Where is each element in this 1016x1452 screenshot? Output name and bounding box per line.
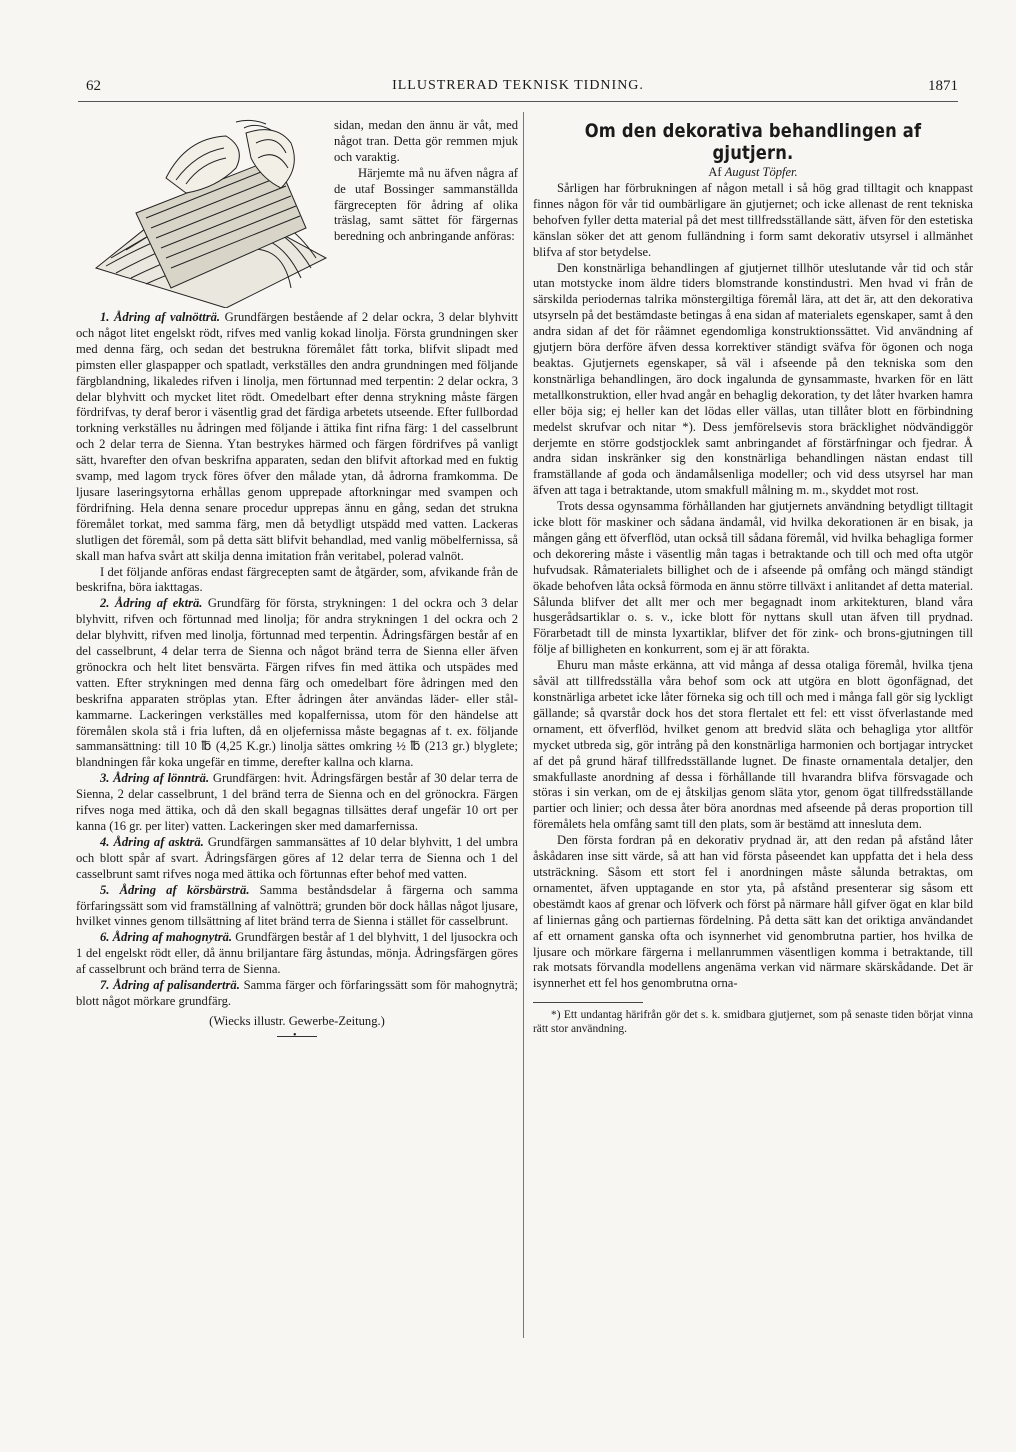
recipe-paragraph	[76, 835, 518, 883]
article-paragraph: Ehuru man måste erkänna, att vid många af dessa otaliga föremål, hvilka tjena såväl att tillfredsställa våra behof som ock att utgöra en blott ögonfägnad, det konstnärliga arbetet icke låter förneka sig och till och med i många fall gör sig lyckligt gällande; så qvarstår dock hos det stora flertalet ett fel: ett visst öfverlastande med ornament, ett öfverflöd, hvilket genom att bredvid släta och behagliga ytor alltför mycket utbreda sig, gör intrång på den konstnärliga harmonien och bortjagar intrycket af det på grund häraf tillfredsställande lugnet. De finaste ornamentala detaljer, den smakfullaste anordning af dessa i förhållande till hvarandra blifva försvagade och störas i sin verkan, om de ej åtskiljas genom släta ytor, genom ögat tillfredsställande partier och linier; och dessa åter böra anordnas med afseende på deras proportion till föremålets hela omfång samt till den plats, som är bestämd att innesluta dem.	[533, 658, 973, 832]
recipe-text: I det följande anföras endast färgrecepten samt de åtgärder, som, afvikande från de beskrifna, böra iakttagas.	[76, 564, 518, 595]
recipe-text: Samma beståndsdelar å färgerna och samma förfaringssätt som vid framställning af valnötträ; grunden bör dock hållas något ljusare, hvilket vinnes genom tillsättning af litet bränd terra de Sienna i stället för casselbrunt.	[76, 882, 518, 929]
article-paragraph: Sårligen har förbrukningen af någon metall i så hög grad tilltagit och knappast finnes någon för vår tid oumbärligare än gjutjernet; och icke allenast de rent tekniska behofven fyller detta material på det mest tillfredsställande sätt, äfven för den estetiska känslan söker det att genom fulländning i form samt dekorativ utsyrsel i allmänhet blifva af stor betydelse.	[533, 181, 973, 259]
left-column	[76, 118, 518, 1037]
column-divider	[523, 112, 524, 1338]
recipe-text: Samma färger och förfaringssätt som för mahognyträ; blott något mörkare grundfärg.	[76, 978, 518, 1008]
recipe-paragraph	[76, 310, 518, 565]
article-paragraph: Den första fordran på en dekorativ prydnad är, att den redan på afstånd låter åskådaren inse sitt värde, så att han vid första påseendet kan uppfatta det i hela dess utsträckning. Såsom ett stort fel i anordningen måste sålunda betraktas, om ornamentet, äfven upptagande en stor yta, på afstånd presenterar sig såsom ett obestämdt kaos af grenar och löfverk och först på närmare håll gifver ögat en klar bild af liniernas gång och partiernas fördelning. På detta sätt kan det oriktiga användandet af ett ornament ganska ofta och isynnerhet vid genombrutna partier, hos hvilka de ljusare och mörkare färgerna i mellanrummen väsentligen komma i betraktande, till rak motsats förvandla modellens angenäma verkan vid närmare skärskådande. Det är isynnerhet ett fel hos genombrutna orna-	[533, 833, 973, 991]
recipe-paragraph	[76, 771, 518, 835]
recipe-heading: 3. Ådring af lönnträ.	[100, 771, 210, 786]
recipe-text: Grundfärgen består af 1 del blyhvitt, 1 del ljusockra och 1 del engelskt rödt eller, då ännu briljantare färg åstundas, mönja. Ådringsfärgen göres af casselbrunt och bränd terra de Sienna.	[76, 930, 518, 977]
recipe-text: Grundfärgen bestående af 2 delar ockra, 3 delar blyhvitt och något litet engelskt rödt, rifves med vanlig kokad linolja. Första grundningen sker med denna färg, och sedan det bestrukna föremålet fått torka, blifvit slipadt med pimsten eller glaspapper och spatladt, verkställes den andra grundningen med följande färgblandning, likaledes rifven i linolja, men förtunnad med terpentin: 2 delar ockra, 3 delar blyhvitt och mycket litet rödt. Omedelbart efter denna strykning måste färgen fördrifvas, ty deraf beror i väsentlig grad det färdiga arbetets utseende. Efter fullbordad torkning verkställes nu ådringen med följande i ättika fint rifna färg: 1 del casselbrunt och 2 delar terra de Sienna. Ytan bestrykes härmed och färgen fördrifves på vanligt sätt, hvarefter den ofvan beskrifna apparaten, sedan den blifvit aftorkad med en fuktig svamp, med lagom tryck föres öfver den målade ytan, då ådrorna framkomma. De ljusare laseringsytorna erhållas genom upprepade aftorkningar med svampen och fördrifning. Hela denna senare procedur upprepas ännu en gång, sedan det strukna föremålet torkat, med samma färg, men då betydligt utspädd med vatten. Lackeras slutligen det föremål, som på detta sätt blifvit behandlad, med vanlig möbelfernissa, så skall man hafva svårt att skilja denna imitation från veritabel, polerad valnöt.	[76, 310, 518, 563]
recipe-heading: 7. Ådring af palisanderträ.	[100, 978, 240, 993]
byline-prefix: Af	[708, 165, 722, 179]
footnote-rule	[533, 1002, 643, 1003]
hands-graining-tool-illustration	[76, 118, 328, 308]
year: 1871	[928, 78, 958, 94]
author-name: August Töpfer.	[724, 165, 798, 179]
running-title: ILLUSTRERAD TEKNISK TIDNING.	[392, 78, 644, 93]
recipe-heading: 6. Ådring af mahognyträ.	[100, 930, 233, 945]
byline	[533, 164, 973, 180]
source-citation: (Wiecks illustr. Gewerbe-Zeitung.)	[209, 1013, 385, 1028]
recipe-heading: 5. Ådring af körsbärsträ.	[100, 882, 250, 897]
recipe-heading: 4. Ådring af askträ.	[100, 834, 204, 849]
page-header	[78, 78, 958, 102]
recipe-text: Grundfärgen: hvit. Ådringsfärgen består af 30 delar terra de Sienna, 2 delar casselbrunt, 1 del bränd terra de Sienna och en del grönockra. Färgen rifves noga med ättika, och då den skall begagnas tillsättes deraf ungefär 10 ort per kanna (16 gr. per liter) vatten. Lackeringen sker med damarfernissa.	[76, 771, 518, 833]
right-column	[533, 118, 973, 1036]
recipe-heading: 2. Ådring af ekträ.	[100, 596, 203, 611]
graining-tool-icon	[76, 118, 328, 308]
recipe-text: Grundfärg för första, strykningen: 1 del ockra och 3 delar blyhvitt, rifven och förtunnad med linolja; för andra strykningen 1 del ockra och 2 delar blyhvitt, rifven med linolja, förtunnad med terpentin. Ådringsfärgen består af en del casselbrunt, 4 delar terra de Sienna och något bränd terra de Sienna eller äfven grönockra och helt litet bensvärta. Färgen rifves fin med ättika och utspädes med vatten. Efter strykningen med denna färg och omedelbart före ådringen med den beskrifna apparaten ströplas ytan. Efter ådringen åter användas läder- eller stål-kammarne. Lackeringen verkställes med kopalfernissa, utom för den händelse att föremålen skola stå i fria luften, då en oljefernissa måste begagnas af t. ex. följande sammansättning: till 10 ℔ (4,25 K.gr.) linolja sättes omkring ½ ℔ (213 gr.) blyglete; blandningen får koka ungefär en timme, derefter kallna och klarna.	[76, 596, 518, 770]
intro-paragraph: sidan, medan den ännu är våt, med något tran. Detta gör remmen mjuk och varaktig.	[334, 118, 518, 164]
page-number: 62	[86, 78, 101, 94]
recipe-text: Grundfärgen sammansättes af 10 delar blyhvitt, 1 del umbra och blott spår af svart. Ådringsfärgen göres af 12 delar terra de Sienna och 1 del casselbrunt samt rifves noga med ättika och förtunnas efter behof med vatten.	[76, 834, 518, 881]
recipe-paragraph	[76, 565, 518, 597]
end-ornament	[277, 1036, 317, 1037]
recipe-paragraph	[76, 883, 518, 931]
recipe-paragraph	[76, 978, 518, 1010]
header-rule	[78, 101, 958, 102]
article-paragraph: Trots dessa ogynsamma förhållanden har gjutjernets användning betydligt tilltagit icke blott för maskiner och sådana ändamål, vid hvilka dekorationen är en bisak, ja mången gång ett öfverflöd, utan också till sådana föremål, vid hvilka behagliga former och dekorering måste i väsentlig mån tagas i betraktande och till och med ofta utgör hufvudsak. Råmaterialets billighet och de i afseende på omfång och mängd ständigt ökade behofven låta också förmoda en ännu större tillväxt i anlitandet af detta material. Sålunda blifver det allt mer och mer begagnadt inom arkitekturen, bland våra husgerådsartiklar o. s. v., icke blott för nyttans skull utan äfven till prydnad. Förarbetadt till de minsta lyxartiklar, blifver det för zink- och brons-gjutningen till följe af billigheten en konkurrent, som ej är att förakta.	[533, 499, 973, 657]
footnote: *) Ett undantag härifrån gör det s. k. smidbara gjutjernet, som på senaste tiden börjat vinna rätt stor användning.	[533, 1009, 973, 1035]
recipe-paragraph	[76, 930, 518, 978]
article-paragraph: Den konstnärliga behandlingen af gjutjernet tillhör uteslutande vår tid och står utan motstycke inom äldre tiders blomstrande konstindustri. Men hvad vi från de särskilda periodernas talrika mönstergiltiga föremål lära, att det är, att den dekorativa utsyrseln på det bestämdaste betingas å ena sidan af materialets egenskaper, samt å den andra sidan af det för råämnet egendomliga konstruktionssättet. Vid användning af gjutjern böra derföre äfven dessa korrektiver ständigt sväfva för ögonen och noga beaktas. Gjutjernets egenskaper, så väl i afseende på den tekniska som den konstnärliga behandlingen, äro dock ingalunda de gynsammaste, hvarken för en lätt metallkonstruktion, eller hvad angår en behaglig dekoration, ty det låter hvarken hamra eller böja sig; ej heller kan det lödas eller vällas, utan tillåter blott en förbindning medelst skrufvar och nitar *). Dess jemförelsevis stora bräcklighet nödvändiggör derjemte en större godstjocklek samt anbringandet af förstärfningar och fjedrar. Å andra sidan inskränker sig den konstnärliga behandlingen nästan endast till framställande af goda och ändamålsenliga modeller; och vid dess utsyrsel har man äfven att taga i betraktande, utom smakfull målning m. m., skyddet mot rost.	[533, 260, 973, 498]
recipe-paragraph	[76, 596, 518, 771]
recipe-heading: 1. Ådring af valnötträ.	[100, 310, 221, 324]
article-title: Om den dekorativa behandlingen af gjutjern.	[584, 120, 922, 164]
intro-paragraph-2: Härjemte må nu äfven några af de utaf Bossinger sammanställda färgrecepten för ådring af olika träslag, samt sättet för färgernas beredning och anbringande anföras:	[334, 165, 518, 244]
